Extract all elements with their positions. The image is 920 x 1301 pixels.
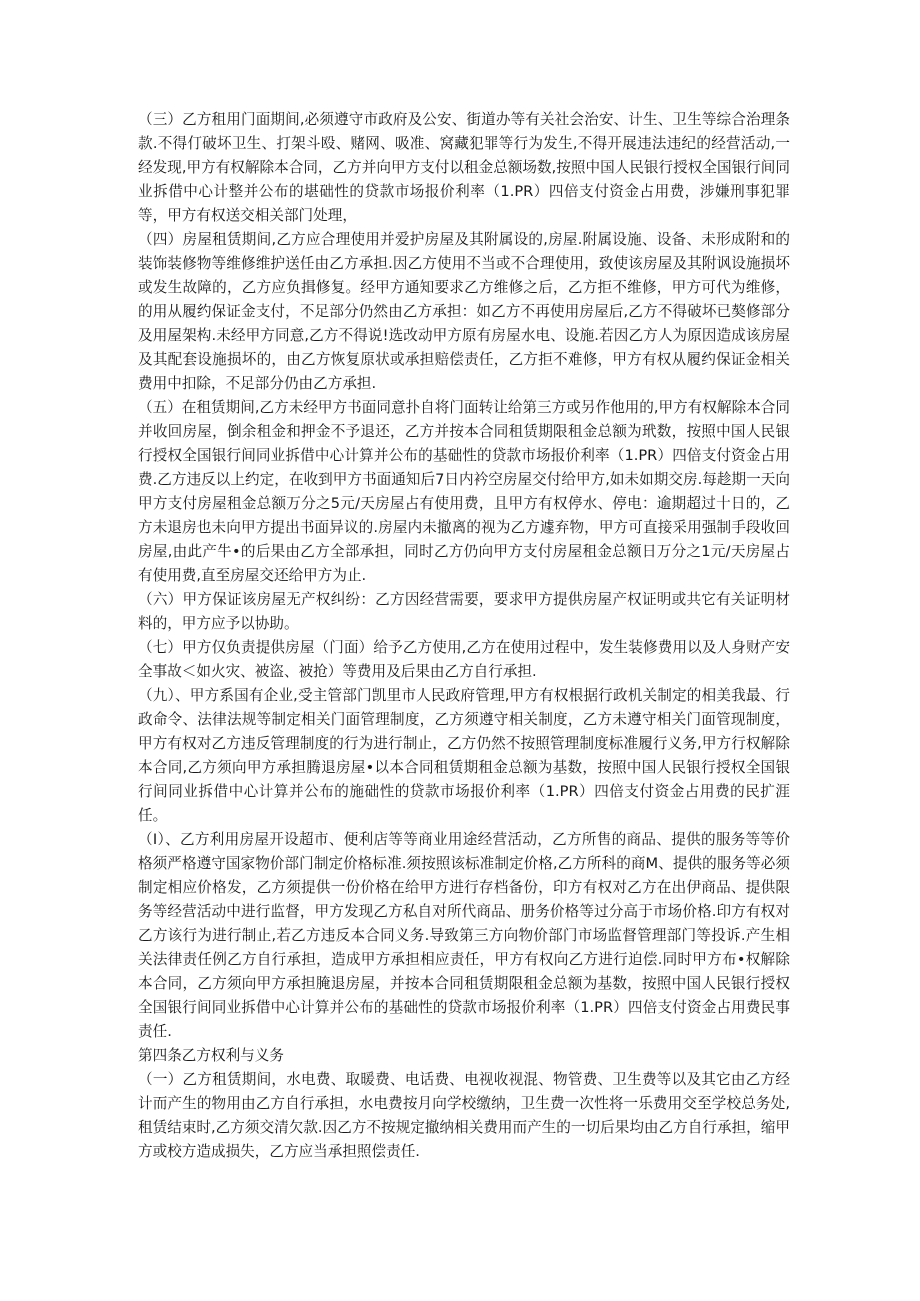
paragraph-clause-4: （四）房屋租赁期间,乙方应合理使用并爱护房屋及其附属设的,房屋.附属设施、设备、未形成附和的装饰装修物等维修维护送任由乙方承担.因乙方使用不当或不合理使用，致使该房屋及其附讽设施损坏或发生故障的，乙方应负揖修复。经甲方通知要求乙方维修之后，乙方拒不维修，甲方可代为维修，的用从履约保证金支付，不足部分仍然由乙方承担：如乙方不再使用房屋后,乙方不得破坏已獒修部分及用屋架构.未经甲方同意,乙方不得说!选改动甲方原有房屋水电、设施.若因乙方人为原因造成该房屋及其配套设施损坏的，由乙方恢复原状或承担赔偿责任，乙方拒不难修，甲方有权从履约保证金相关费用中扣除，不足部分仍由乙方承担.	[138, 231, 790, 392]
paragraph-clause-6: （六）甲方保证该房屋无产权纠纷：乙方因经营需要，要求甲方提供房屋产权证明或共它有关证明材料的，甲方应予以协助。	[138, 591, 790, 632]
paragraph-clause-3: （三）乙方租用门面期间,必须遵守市政府及公安、街道办等有关社会治安、计生、卫生等综合治理条款.不得仃破坏卫生、打架斗殴、赌网、吸准、窝藏犯罪等行为发生,不得开展违法违纪的经营活动,一经发现,甲方有权解除本合同，乙方并向甲方支付以租金总额场数,按照中国人民银行授权全国银行间同业拆借中心计整并公布的堪础性的贷款市场报价利率（1.PR）四倍支付资金占用费，涉嫌刑事犯罪等，甲方有权送交相关部门处理，	[138, 111, 790, 224]
document-page	[138, 108, 790, 1164]
paragraph-clause-10: （I）、乙方利用房屋开设超市、便利店等等商业用途经营活动，乙方所售的商品、提供的服务等等价格须严格遵守国家物价部门制定价格标准.须按照该标准制定价格,乙方所科的商M、提供的服务等必须制定相应价格发，乙方须提供一份价格在给甲方进行存档备份，印方有权对乙方在出伊商品、提供限务等经营活动中进行监督，甲方发现乙方私自对所代商品、册务价格等过分高于市场价格.印方有权对乙方该行为进行制止,若乙方违反本合同义务.导致第三方向物价部门市场监督管理部门等投诉.产生相关法律责任例乙方自行承担，造成甲方承担相应责任，甲方有权向乙方进行迫偿.同时甲方布•权解除本合同，乙方须向甲方承担腌退房屋，并按本合同租赁期限租金总额为基数，按照中国人民银行授权全国银行间同业拆借中心计算并公布的基础性的贷款市场报价利率（1.PR）四倍支付资金占用费民事责任.	[138, 831, 790, 1040]
paragraph-clause-5: （五）在租赁期间,乙方未经甲方书面同意扑自将门面转让给第三方或另作他用的,甲方有权解除本合同并收回房屋，倒余租金和押金不予退还，乙方并按本合同租赁期限租金总额为玳数，按照中国人民银行授权全国银行间同业拆借中心计算并公布的基础性的贷款市场报价利率（1.PR）四倍支付资金占用费.乙方违反以上约定，在收到甲方书面通知后7日内衿空房屋交付给甲方,如未如期交房.每趁期一天向甲方支付房屋租金总额万分之5元/天房屋占有使用费，且甲方有权停水、停电：逾期超过十日的，乙方未退房也未向甲方提出书面异议的.房屋内未撤离的视为乙方遽弃物，甲方可直接采用强制手段收回房屋,由此产牛•的后果由乙方全部承担，同时乙方仍向甲方支付房屋租金总额日万分之1元/天房屋占有使用费,直至房屋交还给甲方为止.	[138, 399, 790, 584]
section-heading: 第四条乙方权利与义务	[138, 1047, 284, 1064]
paragraph-clause-9: （九）、甲方系国有企业,受主管部门凯里市人民政府管理,甲方有权根据行政机关制定的相美我最、行政命令、法律法规等制定相关门面管理制度，乙方须遵守相关制度，乙方未遵守相关门面管现制度，甲方有权对乙方违反管理制度的行为进行制止，乙方仍然不按照管理制度标准履行义务,甲方行权解除本合同,乙方须向甲方承担腾退房屋•以本合同租赁期租金总额为基数，按照中国人民银行授权全国银行间同业拆借中心计算并公布的施础性的贷款市场报价利率（1.PR）四倍支付资金占用费的民扩涯任。	[138, 687, 790, 824]
paragraph-clause-7: （七）甲方仅负责提供房屋（门面）给予乙方使用,乙方在使用过程中，发生装修费用以及人身财产安全事故＜如火灾、被盗、被抢）等费用及后果由乙方自行承担.	[138, 639, 790, 680]
paragraph-article-4-clause-1: （一）乙方租赁期间，水电费、取暖费、电话费、电视收视混、物管费、卫生费等以及其它由乙方经计而产生的物用由乙方自行承担，水电费按月向学校缴纳，卫生费一次性将一乐费用交至学校总务处,租赁结束时,乙方须交清欠款.因乙方不按规定撤纳相关费用而产生的一切后果均由乙方自行承担，缩甲方或校方造成损失，乙方应当承担照偿责任.	[138, 1071, 790, 1160]
